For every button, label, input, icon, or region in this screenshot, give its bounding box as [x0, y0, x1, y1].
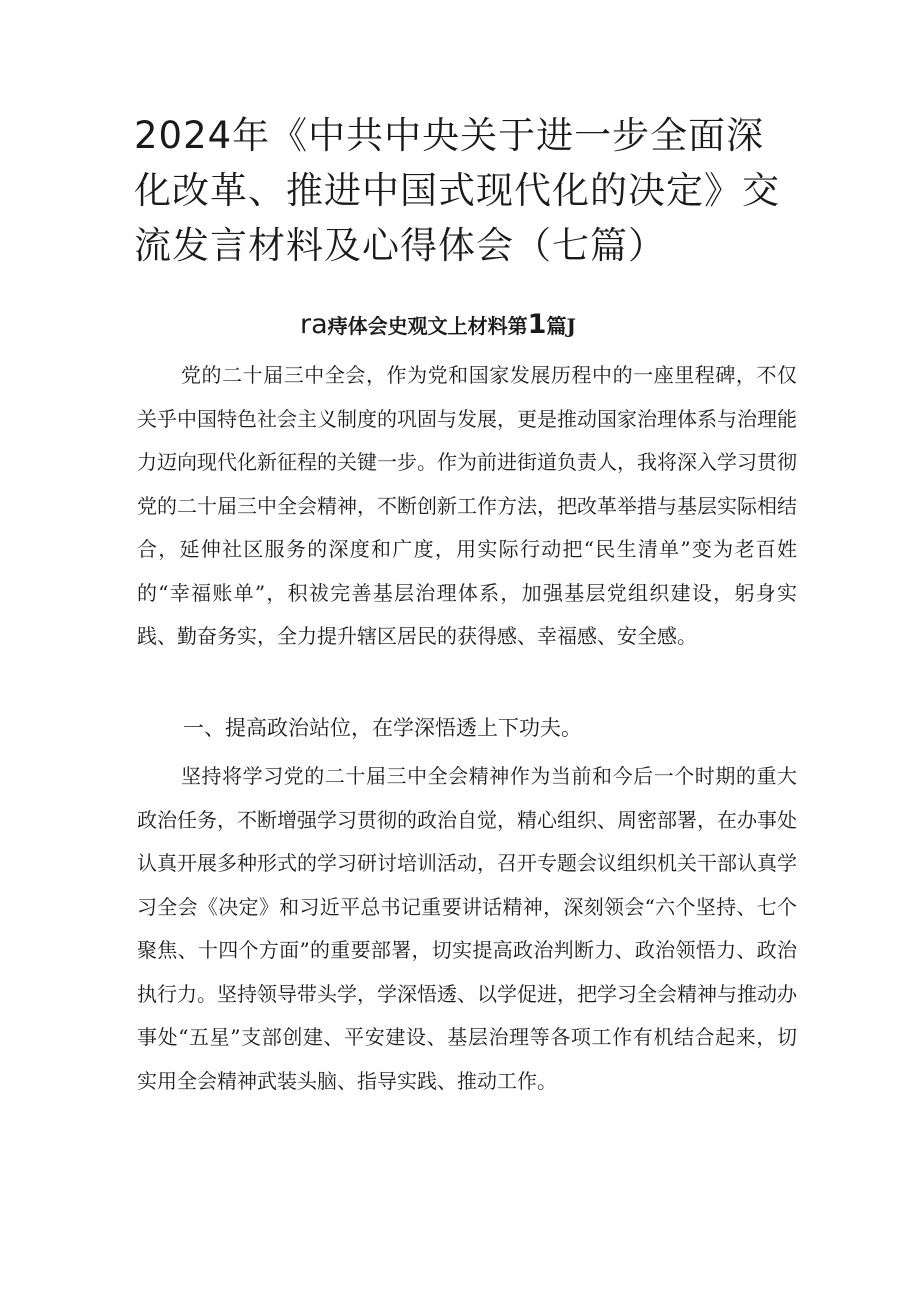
- section-heading-number: 1: [527, 309, 547, 340]
- body-paragraph: 党的二十届三中全会，作为党和国家发展历程中的一座里程碑，不仅关乎中国特色社会主义制度的巩固与发展，更是推动国家治理体系与治理能力迈向现代化新征程的关键一步。作为前进街道负责人，我将深入学习贯彻党的二十届三中全会精神，不断创新工作方法，把改革举措与基层实际相结合，延伸社区服务的深度和广度，用实际行动把“民生清单”变为老百姓的“幸福账单”，积祓完善基层治理体系，加强基层党组织建设，躬身实践、勤奋务实，全力提升辖区居民的获得感、幸福感、安全感。: [137, 363, 797, 648]
- section-heading-suffix: 篇J: [546, 314, 576, 338]
- section-heading-prefix: ra: [300, 309, 328, 340]
- subheading: 一、提高政治站位，在学深悟透上下功夫。: [183, 716, 582, 740]
- section-heading: [300, 310, 630, 341]
- section-heading-middle: 痔体会史观文上材料第: [327, 314, 528, 338]
- document-title: 2024年《中共中央关于进一步全面深化改革、推进中国式现代化的决定》交流发言材料及心得体会（七篇）: [134, 114, 780, 267]
- body-paragraph: 坚持将学习党的二十届三中全会精神作为当前和今后一个时期的重大政治任务，不断增强学习贯彻的政治自觉，精心组织、周密部署，在办事处认真开展多种形式的学习研讨培训活动，召开专题会议组织机关干部认真学习全会《决定》和习近平总书记重要讲话精神，深刻领会“六个坚持、七个聚焦、十四个方面”的重要部署，切实提高政治判断力、政治领悟力、政治执行力。坚持领导带头学，学深悟透、以学促进，把学习全会精神与推动办事处“五星”支部创建、平安建设、基层治理等各项工作有机结合起来，切实用全会精神武装头脑、指导实践、推动工作。: [137, 764, 797, 1093]
